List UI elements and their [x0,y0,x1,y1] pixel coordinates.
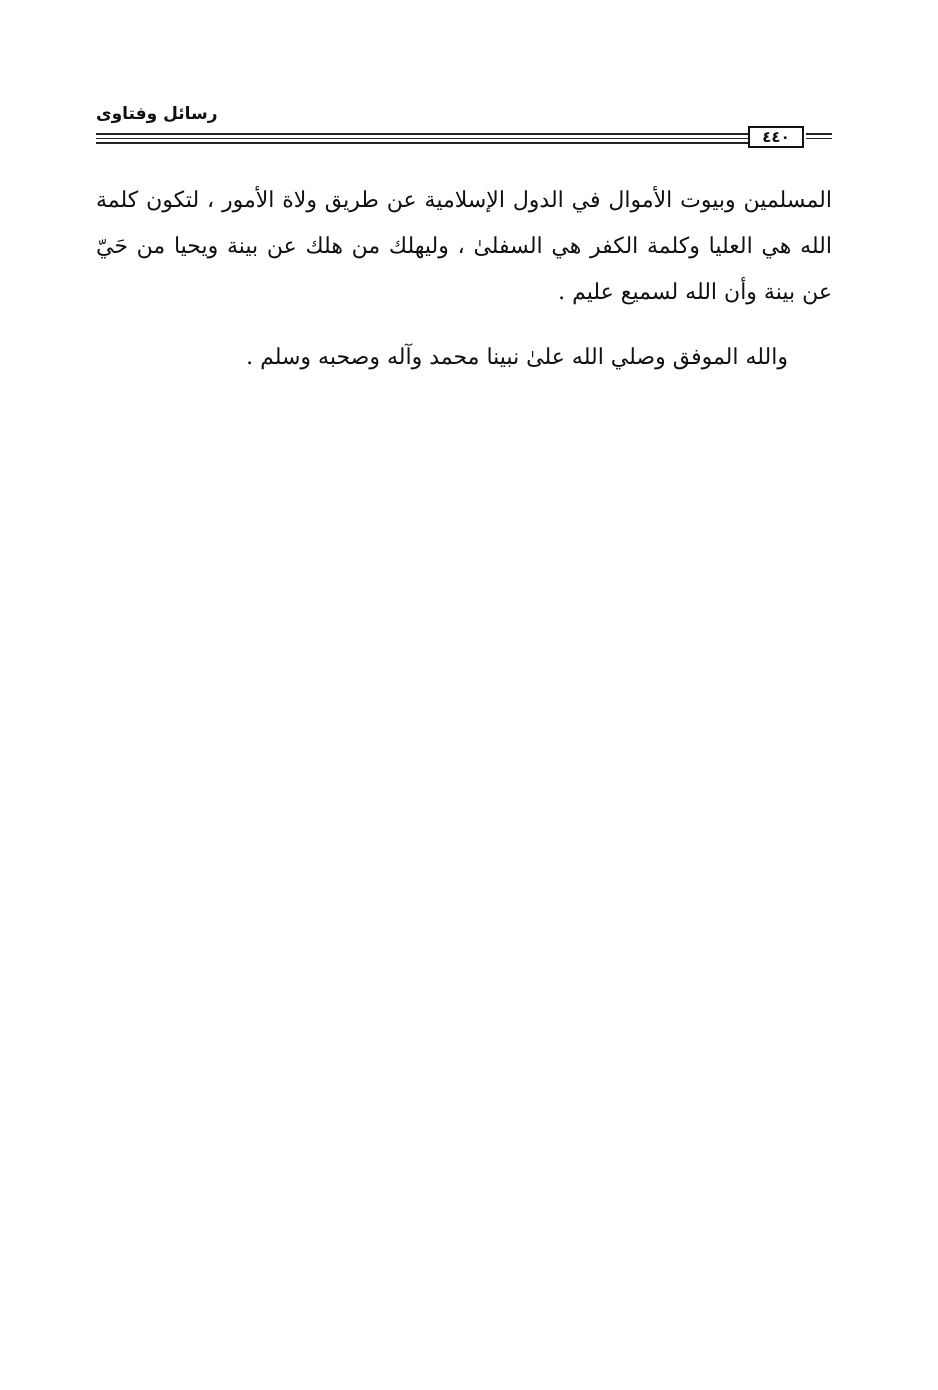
main-paragraph: المسلمين وبيوت الأموال في الدول الإسلامية عن طريق ولاة الأمور ، لتكون كلمة الله هي العليا وكلمة الكفر هي السفلىٰ ، وليهلك من هلك عن بينة ويحيا من حَيّ عن بينة وأن الله لسميع عليم . [96,188,832,305]
header-rule-top [96,133,748,135]
body-text [96,178,832,316]
header-rule-middle [96,138,748,139]
closing-line: والله الموفق وصلي الله علىٰ نبينا محمد وآله وصحبه وسلم . [246,345,788,370]
page-header [96,100,832,150]
header-rule-bottom [96,142,748,144]
header-rule-right-bottom [806,138,832,139]
page-number: ٤٤٠ [748,126,804,148]
book-title: رسائل وفتاوى [96,104,218,124]
header-rule-right-top [806,133,832,135]
